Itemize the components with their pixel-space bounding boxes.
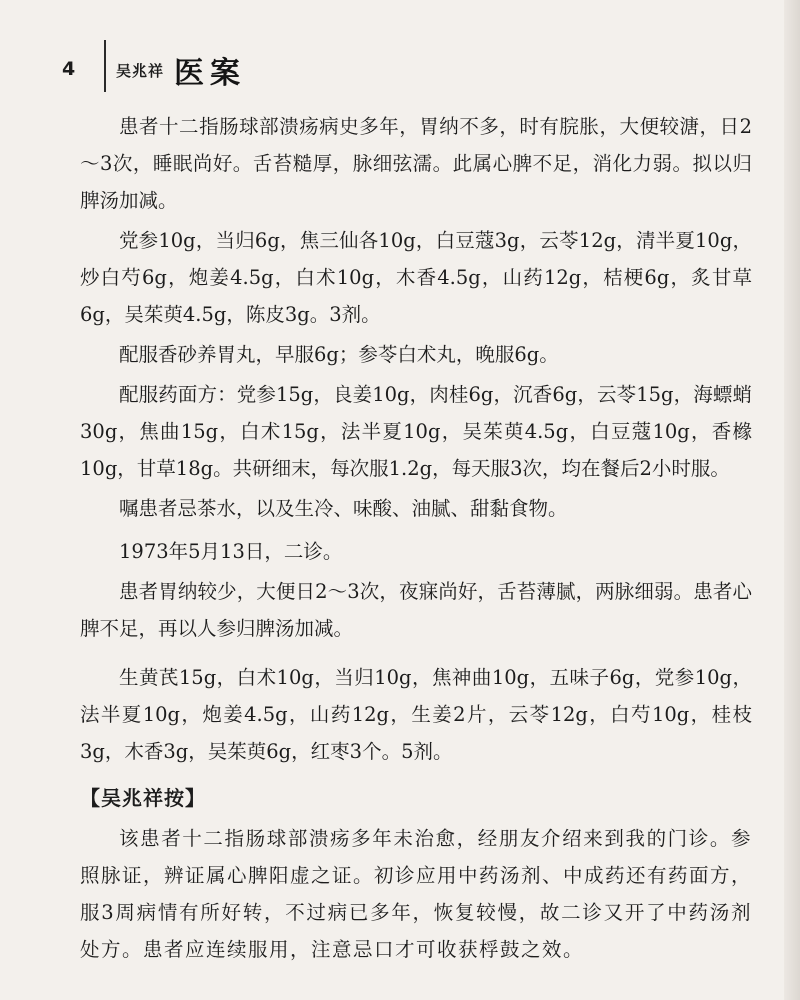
second-visit-paragraph: 患者胃纳较少，大便日2～3次，夜寐尚好，舌苔薄腻，两脉细弱。患者心脾不足，再以人参归脾汤加减。: [80, 580, 752, 640]
running-header: [62, 40, 362, 92]
commentary-paragraph: 该患者十二指肠球部溃疡多年未治愈，经朋友介绍来到我的门诊。参照脉证，辨证属心脾阳虚之证。初诊应用中药汤剂、中成药还有药面方，服3周病情有所好转，不过病已多年，恢复较慢，故二诊又开了中药汤剂处方。患者应连续服用，注意忌口才可收获桴鼓之效。: [80, 827, 753, 961]
commentary-heading: [80, 780, 752, 816]
second-visit-date: 1973年5月13日，二诊。: [119, 540, 343, 563]
adjunct-medication-paragraph: 配服香砂养胃丸，早服6g；参苓白术丸，晚服6g。: [119, 343, 559, 366]
header-title: 医案: [174, 56, 246, 91]
page-number: 4: [62, 58, 76, 80]
second-prescription-paragraph: 生黄芪15g，白术10g，当归10g，焦神曲10g，五味子6g，党参10g，法半夏10g，炮姜4.5g，山药12g，生姜2片，云苓12g，白芍10g，桂枝3g，木香3g，吴茱萸6g，红枣3个。5剂。: [80, 666, 752, 763]
case-history-paragraph: 患者十二指肠球部溃疡病史多年，胃纳不多，时有脘胀，大便较溏，日2～3次，睡眠尚好。舌苔糙厚，脉细弦濡。此属心脾不足，消化力弱。拟以归脾汤加减。: [80, 115, 752, 212]
commentary-label: 【吴兆祥按】: [80, 786, 206, 810]
powder-formula-paragraph: 配服药面方：党参15g，良姜10g，肉桂6g，沉香6g，云苓15g，海螵蛸30g，焦曲15g，白术15g，法半夏10g，吴茱萸4.5g，白豆蔻10g，香橼10g，甘草18g。共研细末，每次服1.2g，每天服3次，均在餐后2小时服。: [80, 383, 752, 480]
page-edge-shadow: [784, 0, 800, 1000]
header-author: 吴兆祥: [116, 62, 165, 80]
commentary-block: [80, 820, 752, 968]
prescription-paragraph: 党参10g，当归6g，焦三仙各10g，白豆蔻3g，云苓12g，清半夏10g，炒白芍6g，炮姜4.5g，白术10g，木香4.5g，山药12g，桔梗6g，炙甘草6g，吴茱萸4.5g，陈皮3g。3剂。: [80, 229, 752, 326]
header-divider: [104, 40, 106, 92]
case-body: [80, 108, 752, 968]
dietary-advice-paragraph: 嘱患者忌茶水，以及生冷、味酸、油腻、甜黏食物。: [119, 497, 568, 520]
